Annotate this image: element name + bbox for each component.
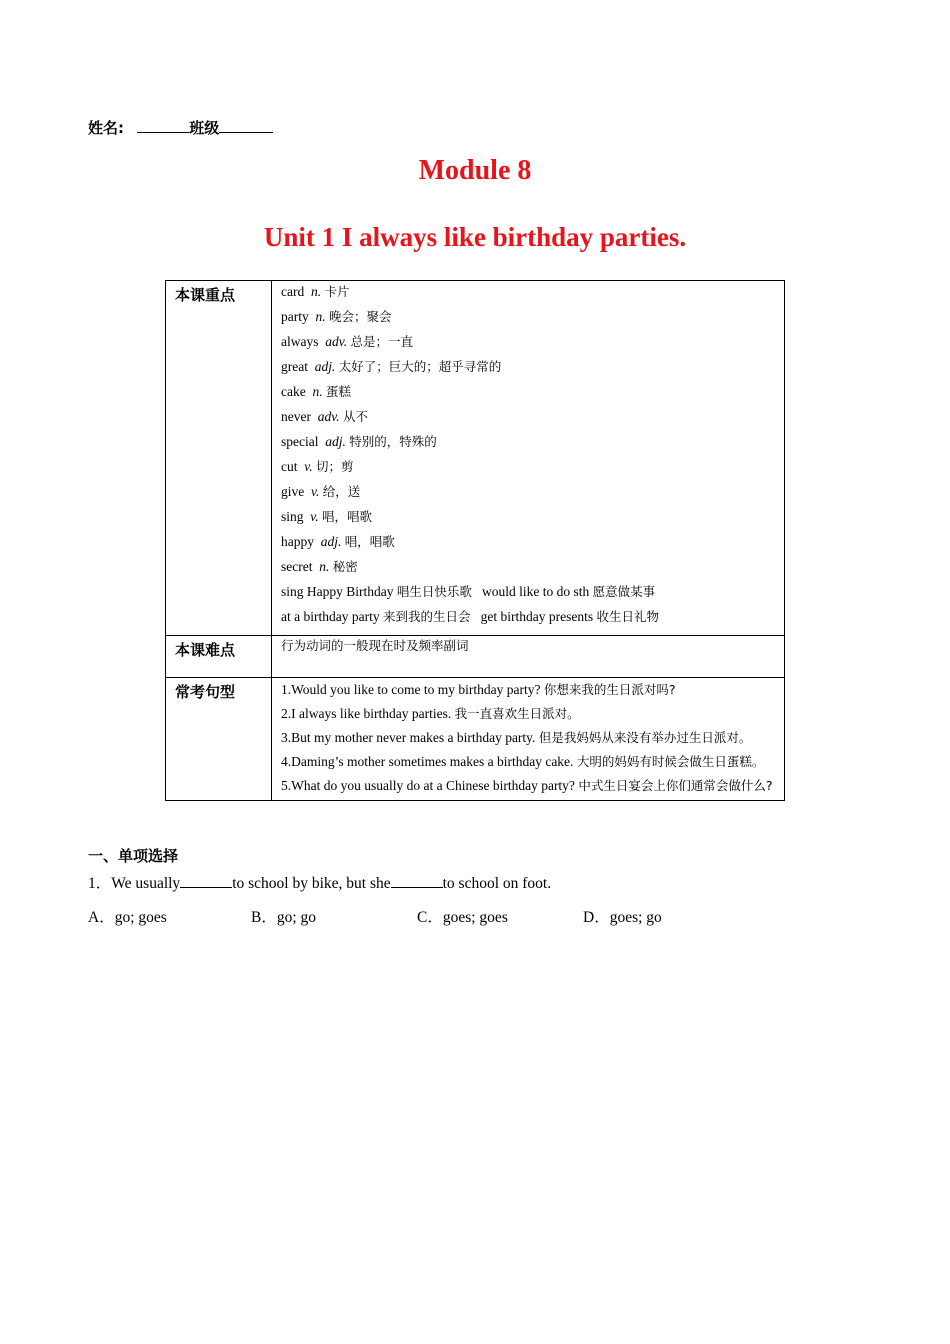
vocab-item [281, 482, 776, 507]
vocab-pos: v. [304, 459, 313, 474]
sentence-item [281, 730, 776, 745]
sentence-zh: 中式生日宴会上你们通常会做什么? [578, 778, 773, 793]
vocab-item [281, 407, 776, 432]
name-blank[interactable] [137, 118, 189, 133]
vocab-pos: n. [319, 559, 330, 574]
phrase-en: at a birthday party [281, 609, 380, 624]
phrase-en: sing Happy Birthday [281, 584, 394, 599]
vocab-meaning: 晚会；聚会 [329, 309, 392, 324]
vocab-word: give [281, 484, 305, 499]
vocab-item [281, 357, 776, 382]
vocab-meaning: 秘密 [332, 559, 358, 574]
vocab-word: great [281, 359, 308, 374]
vocab-meaning: 从不 [342, 409, 368, 424]
sentence-en: 3.But my mother never makes a birthday party. [281, 730, 536, 745]
phrase-item [281, 607, 776, 632]
section-title: 一、单项选择 [88, 847, 179, 865]
vocab-meaning: 太好了；巨大的；超乎寻常的 [338, 359, 502, 374]
phrase-zh: 来到我的生日会 [382, 609, 471, 624]
sentence-zh: 你想来我的生日派对吗? [543, 682, 676, 697]
question-1 [88, 871, 551, 893]
answer-options [88, 905, 788, 927]
sentence-item [281, 706, 776, 721]
sentence-zh: 大明的妈妈有时候会做生日蛋糕。 [576, 754, 765, 769]
phrase-item [281, 582, 776, 607]
sentence-item [281, 778, 776, 793]
student-info-line [88, 117, 273, 138]
option-b[interactable]: B．go; go [251, 909, 317, 926]
sentence-zh: 但是我妈妈从来没有举办过生日派对。 [538, 730, 752, 745]
phrase-zh: 愿意做某事 [592, 584, 656, 599]
vocab-word: cake [281, 384, 306, 399]
vocab-meaning: 卡片 [324, 284, 350, 299]
vocab-pos: adv. [325, 334, 348, 349]
vocab-word: secret [281, 559, 313, 574]
difficulty-row [166, 636, 785, 678]
answer-blank-1[interactable] [180, 873, 232, 888]
sentence-en: 5.What do you usually do at a Chinese birthday party? [281, 778, 575, 793]
vocab-meaning: 切；剪 [316, 459, 354, 474]
sentence-en: 2.I always like birthday parties. [281, 706, 452, 721]
vocab-meaning: 特别的，特殊的 [349, 434, 437, 449]
question-number: 1． [88, 875, 112, 892]
phrase-en: would like to do sth [482, 584, 590, 599]
vocab-list [281, 282, 776, 582]
option-a[interactable]: A．go; goes [88, 909, 167, 926]
sentences-row [166, 678, 785, 801]
vocab-pos: n. [312, 384, 323, 399]
question-text-1: We usually [111, 875, 181, 892]
sentence-en: 4.Daming’s mother sometimes makes a birthday cake. [281, 754, 574, 769]
vocab-item [281, 507, 776, 532]
vocab-pos: adj. [325, 434, 346, 449]
difficulty-label: 本课难点 [166, 636, 272, 678]
vocab-word: cut [281, 459, 298, 474]
phrase-list [281, 582, 776, 632]
vocab-pos: v. [311, 484, 320, 499]
key-points-label: 本课重点 [166, 281, 272, 636]
vocab-item [281, 307, 776, 332]
vocab-pos: adj. [314, 359, 336, 374]
phrase-en: get birthday presents [480, 609, 594, 624]
vocab-pos: n. [315, 309, 326, 324]
vocab-item [281, 457, 776, 482]
phrase-zh: 收生日礼物 [596, 609, 659, 624]
question-text-2: to school by bike, but she [232, 875, 391, 892]
unit-title: Unit 1 I always like birthday parties. [263, 222, 687, 252]
vocab-pos: v. [310, 509, 319, 524]
vocab-item [281, 332, 776, 357]
sentence-list [281, 682, 776, 793]
vocab-pos: adj. [320, 534, 342, 549]
sentence-item [281, 754, 776, 769]
vocab-word: always [281, 334, 319, 349]
vocab-word: sing [281, 509, 304, 524]
vocab-pos: adv. [317, 409, 340, 424]
phrase-zh: 唱生日快乐歌 [396, 584, 472, 599]
sentence-item [281, 682, 776, 697]
vocab-item [281, 532, 776, 557]
question-text-3: to school on foot. [442, 875, 552, 892]
vocab-meaning: 唱，唱歌 [322, 509, 373, 524]
lesson-table [165, 280, 785, 801]
vocab-pos: n. [310, 284, 322, 299]
key-points-content [272, 281, 785, 636]
vocab-word: card [281, 284, 305, 299]
option-c[interactable]: C．goes; goes [417, 909, 508, 926]
class-label: 班级 [189, 119, 220, 137]
vocab-meaning: 唱，唱歌 [344, 534, 395, 549]
vocab-word: happy [281, 534, 314, 549]
vocab-word: party [281, 309, 309, 324]
module-title: Module 8 [418, 155, 532, 186]
name-label: 姓名: [88, 119, 124, 137]
vocab-item [281, 432, 776, 457]
option-d[interactable]: D．goes; go [583, 909, 662, 926]
vocab-meaning: 总是；一直 [350, 334, 414, 349]
vocab-item [281, 382, 776, 407]
vocab-item [281, 557, 776, 582]
class-blank[interactable] [219, 118, 273, 133]
vocab-item [281, 282, 776, 307]
answer-blank-2[interactable] [391, 873, 443, 888]
sentences-label: 常考句型 [166, 678, 272, 801]
vocab-word: never [281, 409, 311, 424]
vocab-meaning: 给，送 [322, 484, 361, 499]
difficulty-text: 行为动词的一般现在时及频率副词 [281, 638, 469, 653]
vocab-word: special [281, 434, 319, 449]
sentence-zh: 我一直喜欢生日派对。 [454, 706, 580, 721]
sentence-en: 1.Would you like to come to my birthday party? [281, 682, 541, 697]
key-points-row [166, 281, 785, 636]
vocab-meaning: 蛋糕 [325, 384, 351, 399]
